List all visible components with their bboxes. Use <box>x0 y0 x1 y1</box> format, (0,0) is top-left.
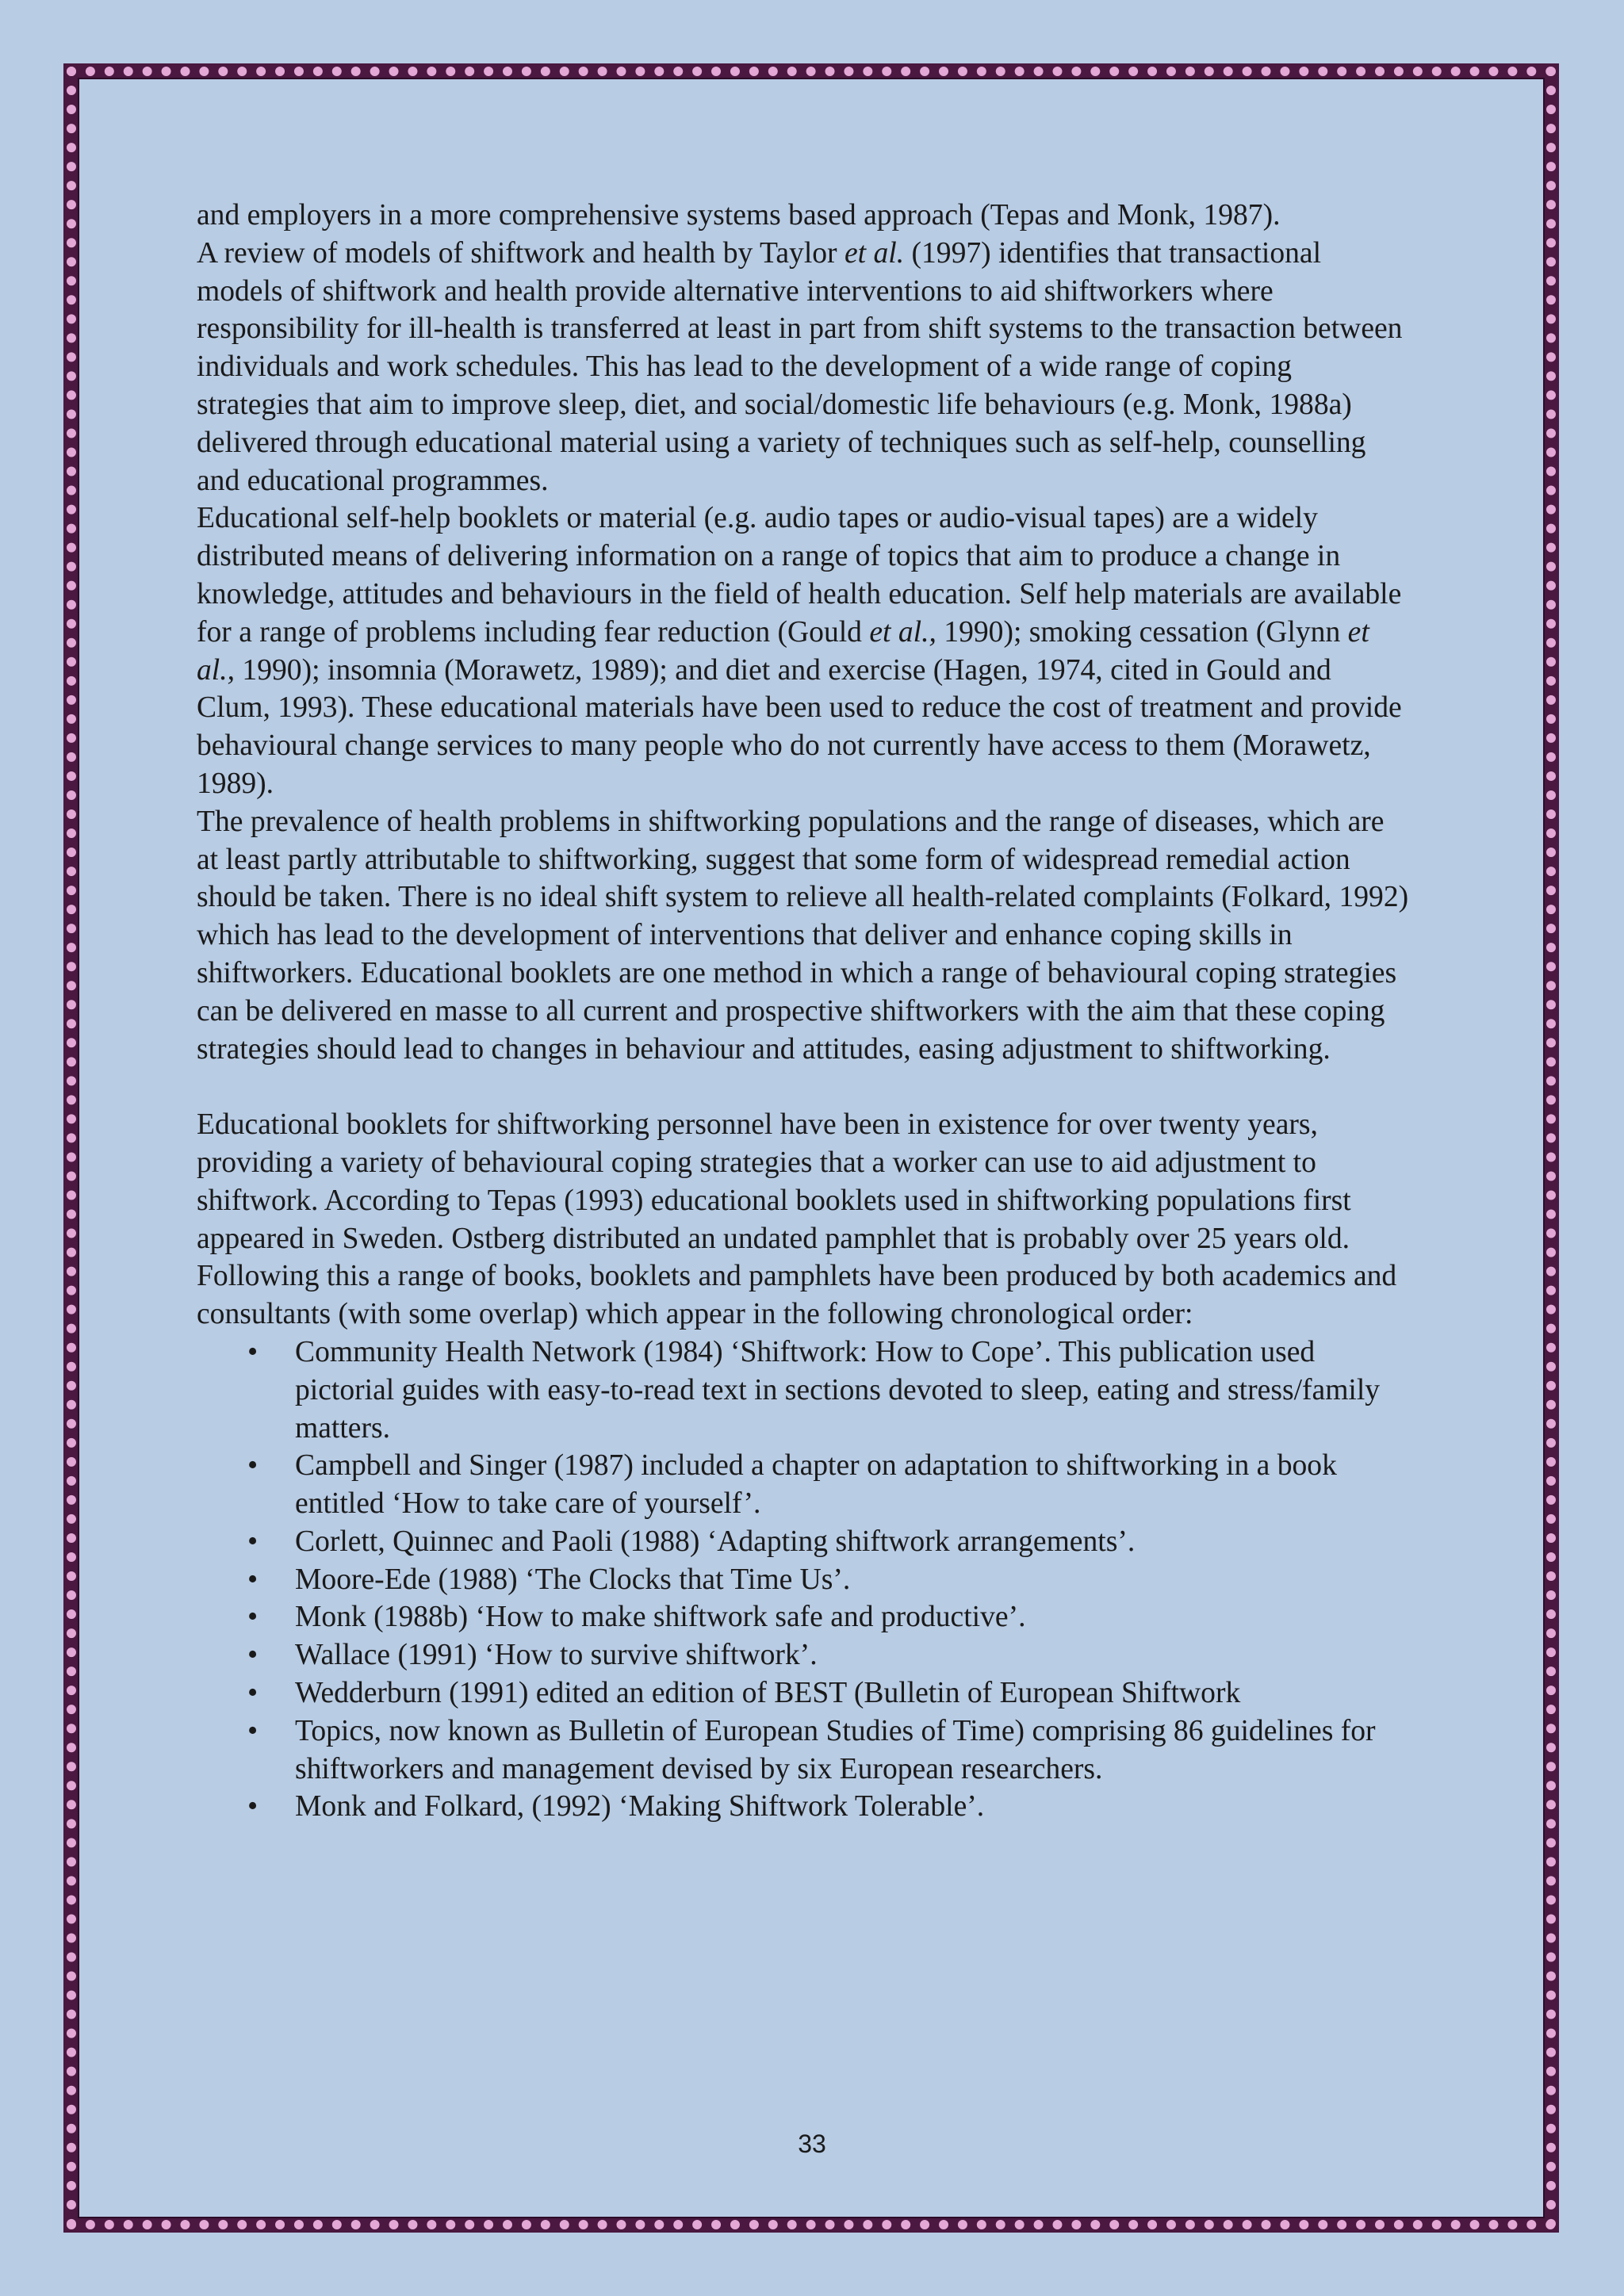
italic-citation: et al. <box>844 236 905 270</box>
page-number: 33 <box>798 2130 826 2158</box>
paragraph-container <box>197 197 1410 1334</box>
italic-citation: et al., <box>869 615 936 649</box>
booklet-list-item: • Monk and Folkard, (1992) ‘Making Shiftwork Tolerable’. <box>295 1788 1410 1826</box>
booklet-list-item: • Monk (1988b) ‘How to make shiftwork safe and productive’. <box>295 1598 1410 1636</box>
booklet-list-item: • Wedderburn (1991) edited an edition of BEST (Bulletin of European Shiftwork <box>295 1674 1410 1712</box>
paragraph <box>197 235 1410 500</box>
body-text <box>197 197 1410 1826</box>
booklet-list-item: • Wallace (1991) ‘How to survive shiftwork’. <box>295 1636 1410 1674</box>
text-run: The prevalence of health problems in shiftworking populations and the range of diseases, which are at least partly attributable to shiftworking, suggest that some form of widespread remedial action should be taken. There is no ideal shift system to relieve all health-related complaints (Folkard, 1992) which has lead to the development of interventions that deliver and enhance coping skills in shiftworkers. Educational booklets are one method in which a range of behavioural coping strategies can be delivered en masse to all current and prospective shiftworkers with the aim that these coping strategies should lead to changes in behaviour and attitudes, easing adjustment to shiftworking. <box>197 805 1409 1066</box>
paragraph <box>197 803 1410 1069</box>
text-run: Educational self-help booklets or material (e.g. audio tapes or audio-visual tapes) are a widely distributed means of delivering information on a range of topics that aim to produce a change in knowledge, attitudes and behaviours in the field of health education. Self help materials are available for a range of problems including fear reduction (Gould <box>197 502 1402 649</box>
paragraph <box>197 499 1410 802</box>
paragraph-spacer <box>197 1068 1410 1106</box>
booklet-list-item: • Community Health Network (1984) ‘Shiftwork: How to Cope’. This publication used pictorial guides with easy-to-read text in sections devoted to sleep, eating and stress/family matters. <box>295 1334 1410 1447</box>
text-run: 1990); insomnia (Morawetz, 1989); and diet and exercise (Hagen, 1974, cited in Gould and Clum, 1993). These educational materials have been used to reduce the cost of treatment and provide behavioural change services to many people who do not currently have access to them (Morawetz, 1989). <box>197 653 1402 800</box>
booklet-list-item: • Corlett, Quinnec and Paoli (1988) ‘Adapting shiftwork arrangements’. <box>295 1523 1410 1561</box>
paragraph <box>197 197 1410 235</box>
text-run: (1997) identifies that transactional models of shiftwork and health provide alternative interventions to aid shiftworkers where responsibility for ill-health is transferred at least in part from shift systems to the transaction between individuals and work schedules. This has lead to the development of a wide range of coping strategies that aim to improve sleep, diet, and social/domestic life behaviours (e.g. Monk, 1988a) delivered through educational material using a variety of techniques such as self-help, counselling and educational programmes. <box>197 236 1403 497</box>
text-run: A review of models of shiftwork and health by Taylor <box>197 236 845 270</box>
booklet-list-item: • Moore-Ede (1988) ‘The Clocks that Time Us’. <box>295 1561 1410 1599</box>
paragraph <box>197 1106 1410 1334</box>
text-run: Educational booklets for shiftworking personnel have been in existence for over twenty years, providing a variety of behavioural coping strategies that a worker can use to aid adjustment to shiftwork. According to Tepas (1993) educational booklets used in shiftworking populations first appeared in Sweden. Ostberg distributed an undated pamphlet that is probably over 25 years old. Following this a range of books, booklets and pamphlets have been produced by both academics and consultants (with some overlap) which appear in the following chronological order: <box>197 1108 1397 1331</box>
text-run: and employers in a more comprehensive systems based approach (Tepas and Monk, 1987). <box>197 199 1281 232</box>
booklet-list-item: • Campbell and Singer (1987) included a chapter on adaptation to shiftworking in a book entitled ‘How to take care of yourself’. <box>295 1447 1410 1523</box>
italic-citation: et al., <box>197 615 1369 687</box>
booklet-list-item: • Topics, now known as Bulletin of European Studies of Time) comprising 86 guidelines for shiftworkers and management devised by six European researchers. <box>295 1712 1410 1789</box>
text-run: 1990); smoking cessation (Glynn <box>936 615 1348 649</box>
booklet-list <box>197 1334 1410 1826</box>
